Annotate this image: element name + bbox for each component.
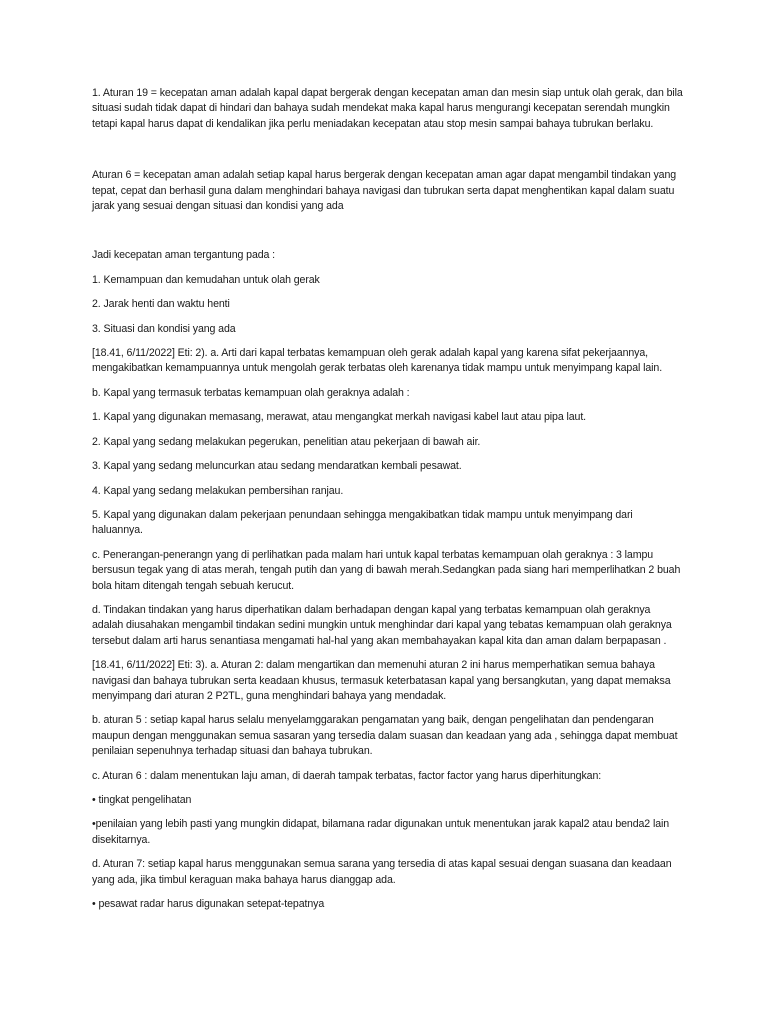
list-item: 3. Kapal yang sedang meluncurkan atau sedang mendaratkan kembali pesawat. — [92, 460, 462, 473]
paragraph-3d: d. Aturan 7: setiap kapal harus menggunakan semua sarana yang tersedia di atas kapal sesuai dengan suasana dan keadaan yang ada, jika timbul keraguan maka bahaya harus dianggap ada. — [92, 858, 672, 886]
list-item: 2. Kapal yang sedang melakukan pegerukan, penelitian atau pekerjaan di bawah air. — [92, 435, 481, 448]
paragraph-2b: b. Kapal yang termasuk terbatas kemampuan olah geraknya adalah : — [92, 386, 410, 399]
paragraph-eti-2a: [18.41, 6/11/2022] Eti: 2). a. Arti dari kapal terbatas kemampuan oleh gerak adalah kapal yang karena sifat pekerjaannya, mengakibatkan kemampuannya untuk mengolah gerak terbatas oleh karenanya tidak mampu untuk menyimpang kapal lain. — [92, 347, 663, 375]
list-item: 1. Kapal yang digunakan memasang, merawat, atau mengangkat merkah navigasi kabel laut atau pipa laut. — [92, 411, 587, 424]
list-item: 1. Kemampuan dan kemudahan untuk olah gerak — [92, 273, 320, 286]
paragraph-3c: c. Aturan 6 : dalam menentukan laju aman, di daerah tampak terbatas, factor factor yang harus diperhitungkan: — [92, 769, 602, 782]
paragraph-2d: d. Tindakan tindakan yang harus diperhatikan dalam berhadapan dengan kapal yang terbatas kemampuan olah geraknya adalah diusahakan mengambil tindakan sedini mungkin untuk menghindar dari kapal yang tebatas kemampuan olah geraknya tersebut dalam arti harus senantiasa mengamati hal-hal yang akan membahayakan kapal kita dan aman dalam berpapasan . — [92, 603, 672, 647]
bullet-item: •penilaian yang lebih pasti yang mungkin didapat, bilamana radar digunakan untuk menentukan jarak kapal2 atau benda2 lain disekitarnya. — [92, 818, 670, 846]
paragraph-jadi-kecepatan: Jadi kecepatan aman tergantung pada : — [92, 249, 276, 262]
list-item: 3. Situasi dan kondisi yang ada — [92, 322, 236, 335]
paragraph-aturan-19: 1. Aturan 19 = kecepatan aman adalah kapal dapat bergerak dengan kecepatan aman dan mesin siap untuk olah gerak, dan bila situasi sudah tidak dapat di hindari dan bahaya sudah mendekat maka kapal harus mengurangi kecepatan serendah mungkin tetapi kapal harus dapat di kendalikan jika perlu meniadakan kecepatan atau stop mesin sampai bahaya tubrukan berlaku. — [92, 87, 683, 130]
paragraph-eti-3a: [18.41, 6/11/2022] Eti: 3). a. Aturan 2: dalam mengartikan dan memenuhi aturan 2 ini harus memperhatikan semua bahaya navigasi dan bahaya tubrukan serta keadaan khusus, termasuk keterbatasan kapal yang bersangkutan, yang dapat memaksa menyimpang dari aturan 2 P2TL, guna menghindari bahaya yang mendadak. — [92, 659, 671, 702]
paragraph-aturan-6: Aturan 6 = kecepatan aman adalah setiap kapal harus bergerak dengan kecepatan aman agar dapat mengambil tindakan yang tepat, cepat dan berhasil guna dalam menghindari bahaya navigasi dan tubrukan serta dapat menghentikan kapal dalam suatu jarak yang sesuai dengan situasi dan kondisi yang ada — [92, 169, 677, 213]
paragraph-2c: c. Penerangan-penerangn yang di perlihatkan pada malam hari untuk kapal terbatas kemampuan olah geraknya : 3 lampu bersusun tegak yang di atas merah, tengah putih dan yang di bawah merah.Sedangkan pada siang hari memperlihatkan 2 buah bola hitam ditengah tengah sebuah kerucut. — [92, 548, 681, 592]
bullet-item: • pesawat radar harus digunakan setepat-tepatnya — [92, 898, 325, 911]
bullet-item: • tingkat pengelihatan — [92, 794, 192, 806]
paragraph-3b: b. aturan 5 : setiap kapal harus selalu menyelamggarakan pengamatan yang baik, dengan pengelihatan dan pendengaran maupun dengan menggunakan semua sasaran yang tersedia dalam suasan dan keadaan yang ada , sehingga dapat membuat penilaian sepenuhnya terhadap situasi dan bahaya tubrukan. — [92, 714, 678, 758]
list-item: 2. Jarak henti dan waktu henti — [92, 298, 230, 311]
list-item: 5. Kapal yang digunakan dalam pekerjaan penundaan sehingga mengakibatkan tidak mampu untuk menyimpang dari haluannya. — [92, 508, 633, 537]
document-page — [92, 86, 684, 921]
list-item: 4. Kapal yang sedang melakukan pembersihan ranjau. — [92, 484, 344, 497]
